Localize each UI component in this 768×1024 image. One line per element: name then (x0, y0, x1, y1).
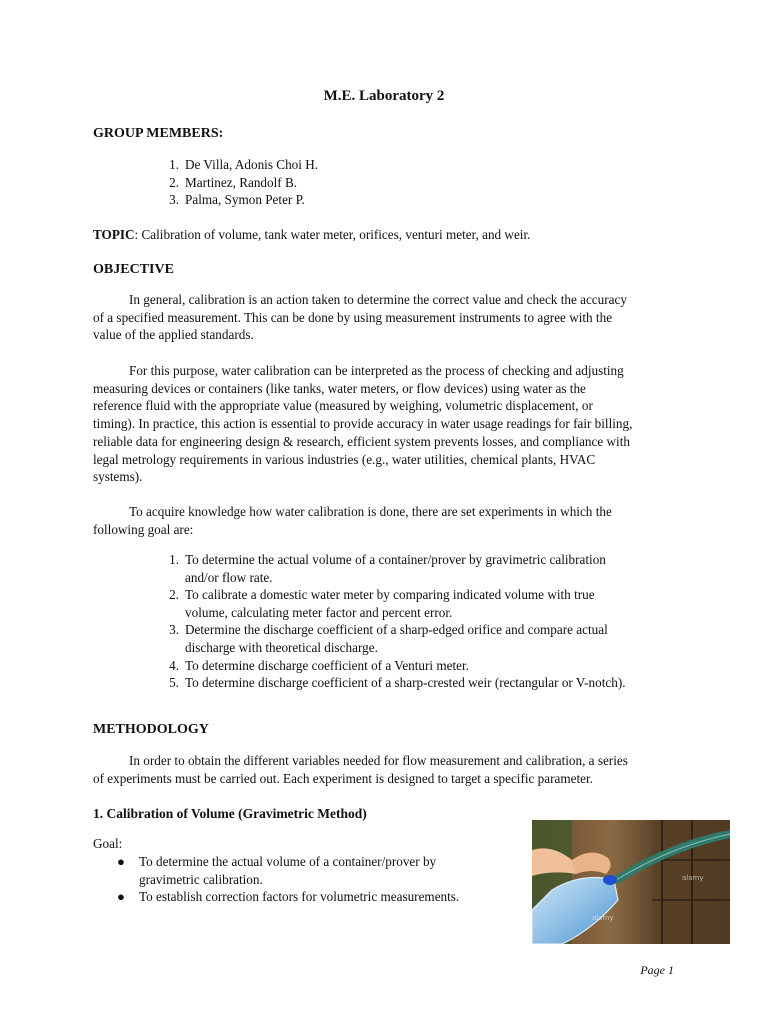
svg-text:alamy: alamy (592, 914, 614, 922)
topic-line (93, 227, 530, 243)
paragraph-line: In general, calibration is an action taken to determine the correct value and check the accuracy (129, 292, 627, 307)
goal-item (163, 586, 626, 621)
list-number: 2. (169, 174, 179, 190)
group-member-item (163, 174, 318, 192)
group-member-item (163, 191, 318, 209)
objective-paragraph-1 (93, 291, 677, 344)
list-number: 3. (169, 192, 179, 208)
bullet-item (117, 888, 459, 906)
paragraph-line: reference fluid with the appropriate value (measured by weighing, volumetric displacement, or (93, 398, 593, 414)
document-title: M.E. Laboratory 2 (323, 88, 445, 104)
objective-paragraph-3 (93, 503, 677, 538)
goal-text-line: volume, calculating meter factor and percent error. (185, 604, 453, 620)
bullet-text-line: To determine the actual volume of a container/prover by (139, 854, 437, 869)
page-number: Page 1 (640, 963, 674, 977)
bullet-item (117, 853, 459, 888)
paragraph-line: To acquire knowledge how water calibration is done, there are set experiments in which the (129, 504, 612, 519)
paragraph-line: following goal are: (93, 521, 194, 537)
paragraph-line: of a specified measurement. This can be done by using measurement instruments to agree with the (93, 309, 613, 325)
goal-text-line: Determine the discharge coefficient of a sharp-edged orifice and compare actual (185, 622, 608, 638)
bullet-text-line: gravimetric calibration. (139, 871, 263, 887)
paragraph-line: legal metrology requirements in various industries (e.g., water utilities, chemical plants, HVAC (93, 451, 596, 467)
bullet-text-line: To establish correction factors for volumetric measurements. (139, 889, 460, 905)
paragraph-line: value of the applied standards. (93, 327, 254, 343)
list-number: 3. (169, 622, 179, 638)
list-number: 1. (169, 552, 179, 567)
goal-text-line: and/or flow rate. (185, 569, 273, 585)
paragraph-line: systems). (93, 469, 143, 485)
water-bottle-filling-photo (532, 820, 730, 944)
goal-text-line: To calibrate a domestic water meter by comparing indicated volume with true (185, 587, 595, 603)
goal-text-line: To determine the actual volume of a container/prover by gravimetric calibration (185, 552, 606, 567)
list-number: 5. (169, 675, 179, 691)
goal-item (163, 674, 626, 692)
group-members-list (163, 156, 318, 209)
member-name: Palma, Symon Peter P. (185, 192, 305, 208)
group-members-heading: GROUP MEMBERS: (93, 126, 224, 141)
svg-text:alamy: alamy (682, 874, 704, 882)
objective-paragraph-2 (93, 362, 677, 486)
paragraph-line: In order to obtain the different variables needed for flow measurement and calibration, a series (129, 753, 628, 768)
goal-text-line: discharge with theoretical discharge. (185, 639, 378, 655)
paragraph-line: reliable data for engineering design & research, efficient system prevents losses, and compliance with (93, 433, 630, 449)
list-number: 4. (169, 657, 179, 673)
methodology-heading: METHODOLOGY (93, 722, 209, 737)
list-number: 1. (169, 157, 179, 172)
topic-text: : Calibration of volume, tank water meter, orifices, venturi meter, and weir. (134, 227, 531, 242)
objective-heading: OBJECTIVE (93, 262, 174, 277)
objective-goals-list (163, 551, 626, 692)
section-1-goal-list (117, 853, 459, 906)
goal-label: Goal: (93, 836, 123, 851)
goal-item (163, 621, 626, 656)
goal-item (163, 551, 626, 586)
paragraph-line: measuring devices or containers (like tanks, water meters, or flow devices) using water as the (93, 380, 586, 396)
paragraph-line: For this purpose, water calibration can be interpreted as the process of checking and adjusting (129, 363, 624, 378)
list-number: 2. (169, 587, 179, 603)
paragraph-line: timing). In practice, this action is essential to provide accuracy in water usage readings for fair billing, (93, 416, 633, 432)
methodology-paragraph (93, 752, 677, 787)
goal-text-line: To determine discharge coefficient of a Venturi meter. (185, 657, 469, 673)
topic-label: TOPIC (93, 227, 135, 242)
member-name: De Villa, Adonis Choi H. (185, 157, 319, 172)
member-name: Martinez, Randolf B. (185, 174, 298, 190)
goal-text-line: To determine discharge coefficient of a sharp-crested weir (rectangular or V-notch). (185, 675, 626, 691)
bullet-dot-icon: ● (117, 889, 125, 905)
section-1-heading: 1. Calibration of Volume (Gravimetric Method) (93, 806, 367, 821)
bullet-dot-icon: ● (117, 854, 125, 869)
paragraph-line: of experiments must be carried out. Each experiment is designed to target a specific parameter. (93, 770, 593, 786)
goal-item (163, 657, 626, 675)
group-member-item (163, 156, 318, 174)
